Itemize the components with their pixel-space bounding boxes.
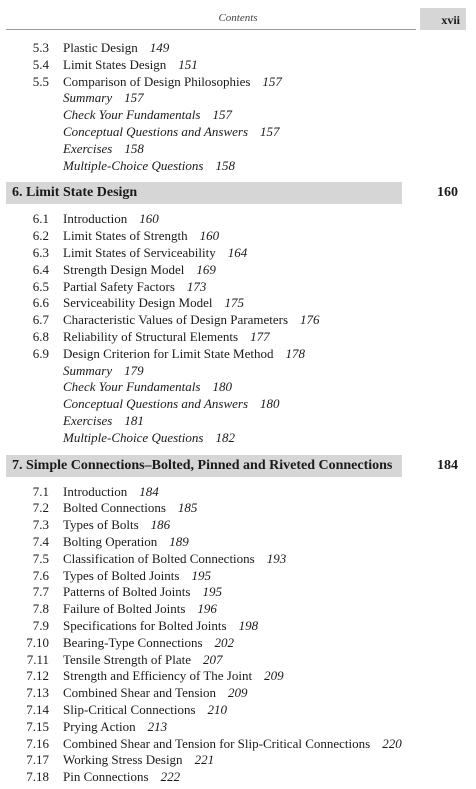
- section-number: 7.10: [26, 634, 49, 650]
- entry-page-number: 178: [285, 345, 305, 361]
- toc-subentry[interactable]: [0, 378, 476, 395]
- chapter-title: 7. Simple Connections–Bolted, Pinned and Riveted Connections: [12, 457, 393, 473]
- entry-title: Combined Shear and Tension for Slip-Critical Connections: [63, 735, 371, 751]
- toc-entry[interactable]: [0, 328, 476, 345]
- entry-title: Plastic Design: [63, 40, 138, 55]
- entry-title: Limit States Design: [63, 56, 167, 72]
- entry-title-line: [63, 106, 232, 123]
- toc-entry[interactable]: [0, 244, 476, 261]
- chapter-page-number: 160: [437, 185, 458, 201]
- entry-title: Design Criterion for Limit State Method: [63, 345, 274, 361]
- entry-page-number: 189: [169, 534, 189, 549]
- entry-title: Check Your Fundamentals: [63, 379, 201, 395]
- entry-title-line: [63, 278, 206, 295]
- entry-page-number: 185: [177, 500, 198, 516]
- entry-page-number: 180: [212, 379, 232, 395]
- toc-entry[interactable]: [0, 684, 476, 701]
- toc-entry[interactable]: [0, 567, 476, 584]
- entry-page-number: 176: [300, 312, 320, 328]
- toc-entry[interactable]: [0, 210, 476, 227]
- page-header: [0, 8, 476, 30]
- entry-page-number: 158: [124, 140, 144, 156]
- entry-title-line: [63, 701, 227, 718]
- entry-title-line: [63, 345, 305, 362]
- section-number: 5.5: [32, 73, 49, 89]
- entry-page-number: 210: [207, 702, 228, 717]
- entry-page-number: 182: [215, 429, 235, 445]
- section-number: 7.15: [26, 718, 49, 734]
- toc-entry[interactable]: [0, 483, 476, 500]
- toc-entry[interactable]: [0, 701, 476, 718]
- entry-title: Multiple-Choice Questions: [63, 429, 204, 445]
- entry-title-line: [63, 73, 282, 90]
- chapter-heading[interactable]: [6, 455, 458, 477]
- toc-entry[interactable]: [0, 345, 476, 362]
- toc-entry[interactable]: [0, 311, 476, 328]
- toc-subentry[interactable]: [0, 89, 476, 106]
- entry-title-line: [63, 39, 169, 56]
- section-number: 7.18: [26, 769, 49, 785]
- entry-title: Pin Connections: [63, 769, 149, 785]
- entry-title: Introduction: [63, 211, 128, 227]
- toc-entry[interactable]: [0, 617, 476, 634]
- section-number: 7.14: [26, 702, 49, 717]
- entry-title-line: [63, 395, 280, 412]
- entry-title-line: [63, 567, 211, 584]
- entry-title-line: [63, 140, 144, 157]
- entry-title: Combined Shear and Tension: [63, 685, 217, 701]
- entry-page-number: 160: [139, 211, 159, 227]
- entry-title-line: [63, 718, 167, 735]
- entry-title-line: [63, 499, 197, 516]
- entry-title: Partial Safety Factors: [63, 278, 175, 294]
- entry-title: Bolting Operation: [63, 534, 158, 549]
- entry-page-number: 180: [260, 396, 280, 412]
- section-number: 7.8: [32, 601, 49, 617]
- section-number: 7.13: [26, 685, 49, 701]
- entry-page-number: 173: [186, 278, 207, 294]
- toc-subentry[interactable]: [0, 362, 476, 379]
- entry-page-number: 222: [160, 769, 181, 785]
- entry-title-line: [63, 362, 144, 379]
- toc-entry[interactable]: [0, 533, 476, 550]
- section-number: 6.1: [32, 211, 49, 227]
- entry-page-number: 149: [149, 40, 170, 55]
- entry-page-number: 160: [199, 228, 220, 244]
- entry-page-number: 157: [262, 73, 282, 89]
- entry-title: Exercises: [63, 140, 113, 156]
- entry-title: Limit States of Serviceability: [63, 245, 216, 260]
- toc-subentry[interactable]: [0, 140, 476, 157]
- entry-title-line: [63, 483, 159, 500]
- entry-title-line: [63, 751, 214, 768]
- entry-title: Comparison of Design Philosophies: [63, 73, 251, 89]
- toc-entry[interactable]: [0, 261, 476, 278]
- entry-page-number: 181: [124, 413, 144, 428]
- entry-title: Introduction: [63, 483, 128, 499]
- entry-title: Multiple-Choice Questions: [63, 157, 204, 173]
- section-number: 7.3: [32, 517, 49, 533]
- section-number: 6.3: [32, 245, 49, 260]
- section-number: 6.4: [32, 261, 49, 277]
- section-number: 6.9: [32, 345, 49, 361]
- entry-title: Reliability of Structural Elements: [63, 329, 239, 344]
- entry-title-line: [63, 157, 235, 174]
- chapter-page-number: 184: [437, 457, 458, 473]
- entry-title: Exercises: [63, 413, 113, 428]
- entry-page-number: 195: [191, 567, 211, 583]
- entry-title-line: [63, 294, 244, 311]
- toc-entry[interactable]: [0, 499, 476, 516]
- entry-title: Specifications for Bolted Joints: [63, 618, 227, 633]
- entry-title: Strength Design Model: [63, 261, 185, 277]
- entry-title: Types of Bolted Joints: [63, 567, 180, 583]
- entry-title-line: [63, 227, 219, 244]
- section-number: 6.7: [32, 312, 49, 328]
- section-number: 7.11: [26, 651, 49, 667]
- entry-title-line: [63, 651, 222, 668]
- entry-page-number: 158: [215, 157, 235, 173]
- toc-entry[interactable]: [0, 768, 476, 785]
- section-number: 7.16: [26, 735, 49, 751]
- entry-title-line: [63, 600, 217, 617]
- entry-title-line: [63, 516, 170, 533]
- entry-page-number: 198: [238, 618, 259, 633]
- entry-title-line: [63, 123, 280, 140]
- entry-title-line: [63, 89, 144, 106]
- section-number: 5.4: [32, 56, 49, 72]
- entry-title-line: [63, 735, 402, 752]
- entry-title: Types of Bolts: [63, 517, 139, 533]
- entry-title-line: [63, 378, 232, 395]
- toc-entry[interactable]: [0, 667, 476, 684]
- entry-title-line: [63, 634, 234, 651]
- section-number: 5.3: [32, 40, 49, 55]
- entry-page-number: 169: [196, 261, 216, 277]
- toc-subentry[interactable]: [0, 395, 476, 412]
- entry-title: Bolted Connections: [63, 500, 166, 516]
- entry-page-number: 157: [124, 90, 144, 106]
- entry-page-number: 157: [212, 107, 232, 123]
- entry-title-line: [63, 328, 270, 345]
- entry-title-line: [63, 768, 180, 785]
- entry-title: Working Stress Design: [63, 752, 183, 768]
- toc-entry[interactable]: [0, 751, 476, 768]
- toc-entry[interactable]: [0, 39, 476, 56]
- section-number: 6.6: [32, 295, 49, 311]
- entry-title: Serviceability Design Model: [63, 295, 213, 311]
- section-number: 7.12: [26, 668, 49, 684]
- entry-page-number: 184: [139, 483, 159, 499]
- section-number: 6.8: [32, 329, 49, 344]
- entry-page-number: 151: [178, 56, 198, 72]
- toc-subentry[interactable]: [0, 106, 476, 123]
- toc-subentry[interactable]: [0, 123, 476, 140]
- entry-page-number: 202: [214, 634, 235, 650]
- entry-page-number: 220: [382, 735, 402, 751]
- entry-page-number: 193: [266, 550, 287, 566]
- section-number: 7.5: [32, 550, 49, 566]
- entry-title-line: [63, 667, 284, 684]
- entry-title-line: [63, 550, 286, 567]
- entry-title: Limit States of Strength: [63, 228, 188, 244]
- entry-title: Prying Action: [63, 718, 136, 734]
- entry-title: Summary: [63, 362, 113, 378]
- entry-title: Bearing-Type Connections: [63, 634, 203, 650]
- entry-page-number: 209: [264, 668, 284, 684]
- section-number: 7.4: [32, 534, 49, 549]
- toc-entry[interactable]: [0, 550, 476, 567]
- running-head: Contents: [218, 12, 258, 24]
- entry-title-line: [63, 412, 144, 429]
- entry-title: Conceptual Questions and Answers: [63, 396, 249, 412]
- toc-entry[interactable]: [0, 583, 476, 600]
- section-number: 7.6: [32, 567, 49, 583]
- section-number: 6.5: [32, 278, 49, 294]
- section-number: 7.2: [32, 500, 49, 516]
- toc-entry[interactable]: [0, 56, 476, 73]
- toc-entry[interactable]: [0, 294, 476, 311]
- entry-title-line: [63, 244, 247, 261]
- entry-page-number: 213: [147, 718, 168, 734]
- entry-title: Slip-Critical Connections: [63, 702, 196, 717]
- entry-page-number: 177: [250, 329, 270, 344]
- toc-entry[interactable]: [0, 516, 476, 533]
- entry-title-line: [63, 210, 159, 227]
- entry-page-number: 164: [227, 245, 248, 260]
- entry-title-line: [63, 429, 235, 446]
- section-number: 6.2: [32, 228, 49, 244]
- entry-title: Tensile Strength of Plate: [63, 651, 191, 667]
- entry-title-line: [63, 533, 189, 550]
- entry-page-number: 157: [260, 124, 280, 139]
- entry-title: Strength and Efficiency of The Joint: [63, 668, 253, 684]
- entry-title-line: [63, 617, 258, 634]
- entry-title-line: [63, 684, 248, 701]
- entry-title-line: [63, 311, 320, 328]
- toc-entry[interactable]: [0, 600, 476, 617]
- entry-page-number: 209: [228, 685, 248, 701]
- entry-title: Conceptual Questions and Answers: [63, 124, 249, 139]
- entry-title: Characteristic Values of Design Parameters: [63, 312, 289, 328]
- toc-subentry[interactable]: [0, 429, 476, 446]
- header-rule: [6, 29, 416, 30]
- toc-entry[interactable]: [0, 634, 476, 651]
- toc-entry[interactable]: [0, 278, 476, 295]
- chapter-title: 6. Limit State Design: [12, 185, 138, 201]
- toc-entry[interactable]: [0, 718, 476, 735]
- entry-page-number: 179: [124, 362, 144, 378]
- entry-title: Summary: [63, 90, 113, 106]
- chapter-heading[interactable]: [6, 182, 458, 204]
- entry-title-line: [63, 56, 198, 73]
- entry-page-number: 221: [194, 752, 215, 768]
- entry-page-number: 175: [224, 295, 244, 311]
- section-number: 7.1: [32, 483, 49, 499]
- entry-title: Classification of Bolted Connections: [63, 550, 255, 566]
- section-number: 7.7: [32, 584, 49, 600]
- entry-page-number: 195: [202, 584, 222, 600]
- toc-subentry[interactable]: [0, 157, 476, 174]
- toc-entry[interactable]: [0, 651, 476, 668]
- entry-page-number: 186: [150, 517, 171, 533]
- page-number: xvii: [420, 8, 466, 30]
- entry-title: Failure of Bolted Joints: [63, 601, 186, 617]
- toc-entry[interactable]: [0, 73, 476, 90]
- entry-title-line: [63, 261, 216, 278]
- entry-page-number: 196: [197, 601, 217, 617]
- toc-subentry[interactable]: [0, 412, 476, 429]
- section-number: 7.17: [26, 752, 49, 768]
- toc-entry[interactable]: [0, 735, 476, 752]
- entry-page-number: 207: [202, 651, 223, 667]
- toc-entry[interactable]: [0, 227, 476, 244]
- entry-title-line: [63, 583, 222, 600]
- entry-title: Patterns of Bolted Joints: [63, 584, 191, 600]
- entry-title: Check Your Fundamentals: [63, 107, 201, 123]
- section-number: 7.9: [32, 618, 49, 633]
